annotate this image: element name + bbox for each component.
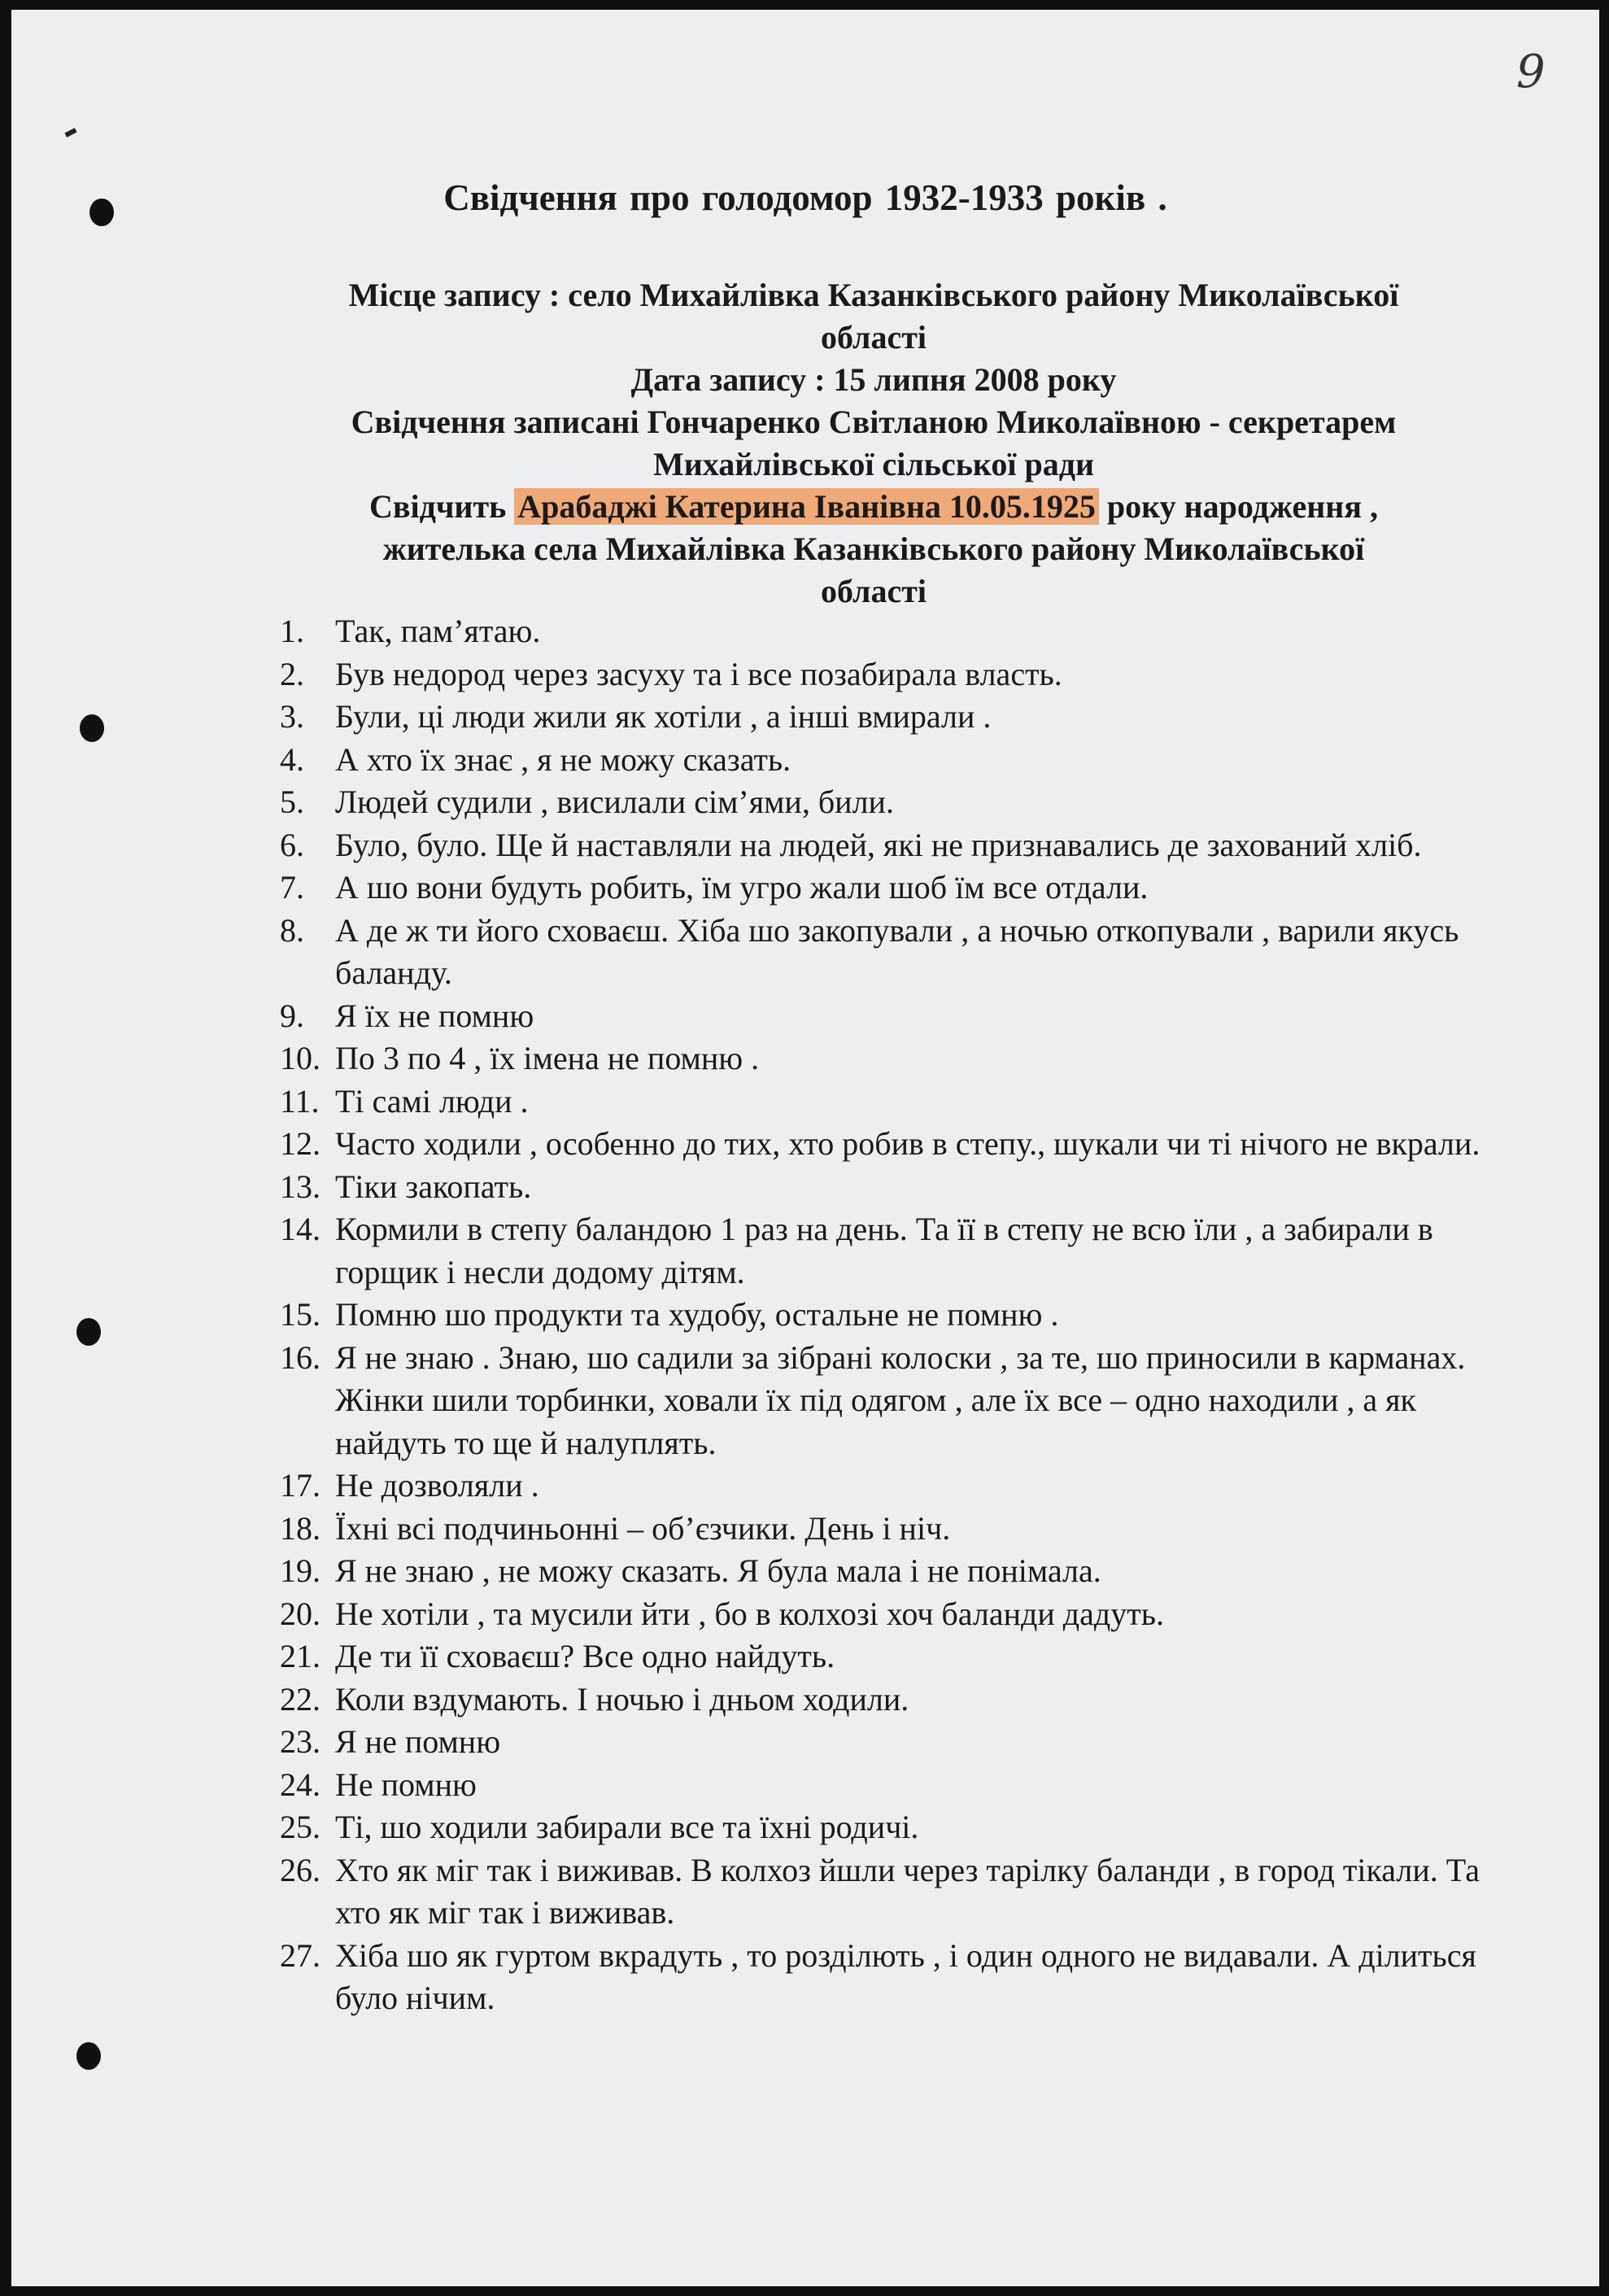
pen-mark (64, 128, 76, 137)
answer-text: Помню шо продукти та худобу, остальне не помню . (335, 1296, 1059, 1333)
witness-birth-suffix: року народження , (1098, 488, 1378, 525)
answer-text: Був недород через засуху та і все позабирала власть. (335, 655, 1062, 692)
answer-number: 4. (280, 740, 304, 778)
document-title: Свідчення про голодомор 1932-1933 років . (443, 177, 1167, 218)
answer-text: Хто як міг так і виживав. В колхоз йшли через тарілку баланди , в город тікали. Та хто як міг так і виживав. (335, 1851, 1480, 1931)
answer-item (280, 995, 1516, 1038)
answer-number: 16. (280, 1338, 320, 1376)
answer-item (280, 1550, 1516, 1593)
answer-number: 23. (280, 1723, 320, 1760)
punch-hole (80, 714, 104, 742)
answer-number: 22. (280, 1680, 320, 1718)
header-residence-region: області (821, 573, 927, 609)
answer-text: Так, пам’ятаю. (335, 613, 541, 649)
answer-item (280, 1464, 1516, 1508)
answer-text: Тіки закопать. (335, 1168, 532, 1205)
answer-number: 17. (280, 1467, 320, 1504)
answer-number: 24. (280, 1766, 320, 1803)
answer-number: 5. (280, 784, 304, 820)
answer-text: Не дозволяли . (335, 1467, 539, 1504)
answer-text: Ті, шо ходили забирали все та їхні родичі. (335, 1809, 919, 1845)
header-witness (239, 486, 1508, 528)
answer-number: 18. (280, 1509, 320, 1547)
page-number: 9 (1516, 46, 1546, 98)
answer-item (280, 1806, 1516, 1849)
answer-number: 8. (280, 911, 304, 949)
answer-number: 2. (280, 655, 304, 692)
witness-name-highlighted: Арабаджі Катерина Іванівна 10.05.1925 (514, 488, 1099, 525)
answer-text: А хто їх знає , я не можу сказать. (335, 740, 791, 778)
answer-item (280, 739, 1516, 782)
answer-item (280, 866, 1516, 910)
answer-number: 7. (280, 869, 304, 906)
answer-number: 1. (280, 613, 304, 649)
answer-item (280, 824, 1516, 867)
answer-number: 27. (280, 1936, 320, 1974)
answer-text: Не хотіли , та мусили йти , бо в колхозі хоч баланди дадуть. (335, 1595, 1164, 1632)
answer-item (280, 610, 1516, 653)
answer-text: Я не знаю . Знаю, шо садили за зібрані колоски , за те, шо приносили в карманах. Жінки шили торбинки, ховали їх під одягом , але їх все – одно находили , а як найдуть то ще й налуплять. (335, 1338, 1466, 1461)
answer-text: Ті самі люди . (335, 1082, 529, 1120)
answer-text: Людей судили , висилали сім’ями, били. (335, 784, 894, 820)
answer-number: 19. (280, 1552, 320, 1589)
answer-text: А шо вони будуть робить, їм угро жали шоб їм все отдали. (335, 869, 1149, 906)
punch-hole (76, 1318, 101, 1346)
document-page (11, 10, 1599, 2286)
answer-number: 14. (280, 1211, 320, 1247)
header-location: Місце запису : село Михайлівка Казанківського району Миколаївської (348, 277, 1399, 313)
header-date: Дата запису : 15 липня 2008 року (630, 361, 1117, 398)
answer-item (280, 1935, 1516, 2020)
answer-number: 12. (280, 1125, 320, 1162)
answer-text: Де ти її сховаєш? Все одно найдуть. (335, 1638, 835, 1674)
answer-number: 20. (280, 1595, 320, 1632)
answer-item (280, 1337, 1516, 1465)
answer-item (280, 653, 1516, 696)
answer-item (280, 781, 1516, 824)
header-recorder: Свідчення записані Гончаренко Світланою Миколаївною - секретарем (351, 404, 1397, 440)
answer-item (280, 1166, 1516, 1209)
header-location-region: області (821, 319, 927, 356)
answer-item (280, 1593, 1516, 1636)
answer-item (280, 1037, 1516, 1080)
answer-item (280, 1721, 1516, 1764)
answer-item (280, 1635, 1516, 1678)
answer-item (280, 1678, 1516, 1722)
answer-item (280, 1080, 1516, 1124)
answer-number: 25. (280, 1809, 320, 1845)
answer-number: 10. (280, 1040, 320, 1076)
answer-number: 21. (280, 1638, 320, 1674)
answer-text: Часто ходили , особенно до тих, хто робив в степу., шукали чи ті нічого не вкрали. (335, 1125, 1480, 1162)
answer-item (280, 696, 1516, 739)
answers-list (280, 610, 1516, 2020)
punch-hole (76, 2042, 101, 2070)
answer-item (280, 1208, 1516, 1294)
witness-label: Свідчить (369, 488, 515, 525)
answer-text: А де ж ти його сховаєш. Хіба шо закопували , а ночью откопували , варили якусь баланду. (335, 911, 1459, 991)
answer-item (280, 910, 1516, 995)
answer-text: Їхні всі подчиньонні – об’єзчики. День і ніч. (335, 1509, 951, 1547)
answer-text: Я не помню (335, 1723, 501, 1760)
answer-number: 15. (280, 1296, 320, 1333)
answer-item (280, 1294, 1516, 1337)
answer-number: 6. (280, 826, 304, 863)
answer-item (280, 1508, 1516, 1551)
answer-number: 9. (280, 997, 304, 1034)
answer-number: 11. (280, 1082, 320, 1120)
answer-text: Кормили в степу баландою 1 раз на день. Та її в степу не всю їли , а забирали в горщик і несли додому дітям. (335, 1211, 1433, 1290)
answer-text: Я не знаю , не можу сказать. Я була мала і не понімала. (335, 1552, 1101, 1589)
answer-text: Не помню (335, 1766, 477, 1803)
record-header (239, 274, 1508, 613)
answer-text: Хіба шо як гуртом вкрадуть , то розділють , і один одного не видавали. А ділиться було нічим. (335, 1936, 1476, 2016)
answer-item (280, 1764, 1516, 1807)
answer-number: 26. (280, 1851, 320, 1888)
answer-text: По 3 по 4 , їх імена не помню . (335, 1040, 760, 1076)
answer-item (280, 1123, 1516, 1166)
answer-text: Було, було. Ще й наставляли на людей, які не признавались де захований хліб. (335, 826, 1422, 863)
answer-text: Були, ці люди жили як хотіли , а інші вмирали . (335, 698, 992, 735)
header-recorder-org: Михайлівської сільської ради (652, 446, 1095, 482)
answer-number: 3. (280, 698, 304, 735)
answer-item (280, 1849, 1516, 1935)
header-residence: жителька села Михайлівка Казанківського району Миколаївської (382, 530, 1365, 567)
answer-text: Коли вздумають. І ночью і дньом ходили. (335, 1680, 909, 1718)
answer-text: Я їх не помню (335, 997, 534, 1034)
answer-number: 13. (280, 1168, 320, 1205)
